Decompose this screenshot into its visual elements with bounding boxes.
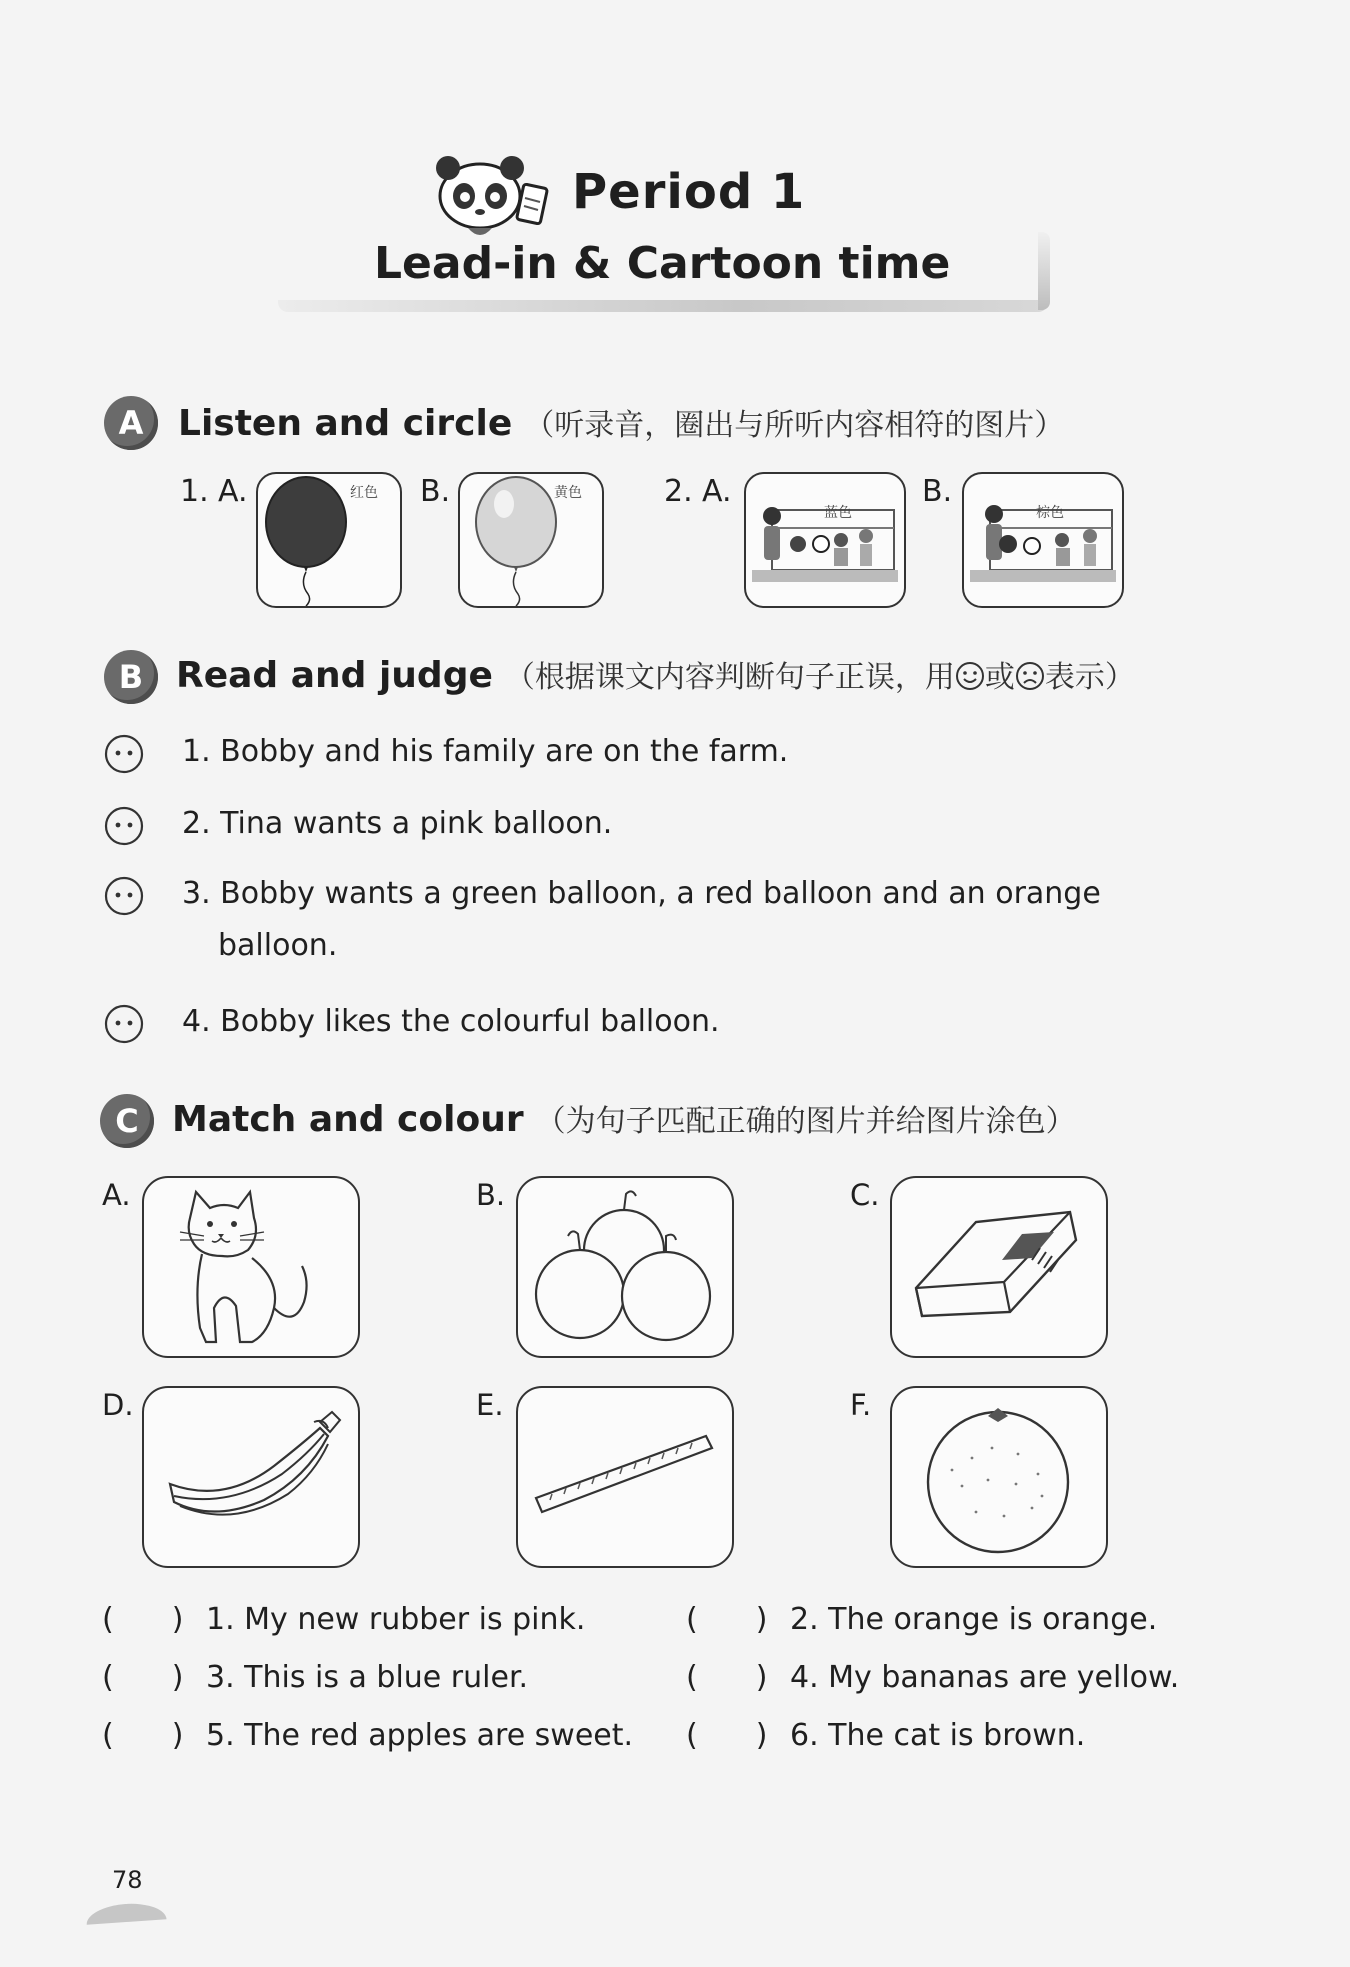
sentence-1: 1. My new rubber is pink. [206, 1602, 586, 1637]
paren-open: ( [686, 1718, 698, 1753]
picture-c-box[interactable] [890, 1176, 1108, 1358]
paren-open: ( [686, 1660, 698, 1695]
section-c-instruction: （为句子匹配正确的图片并给图片涂色） [535, 1104, 1076, 1139]
paren-close: ) [755, 1602, 768, 1637]
paren-close: ) [171, 1718, 184, 1753]
orange-icon [892, 1388, 1106, 1566]
statement-4: 4. Bobby likes the colourful balloon. [182, 1004, 720, 1039]
item-2-option-b-picture[interactable] [962, 472, 1124, 608]
paren-open: ( [686, 1602, 698, 1637]
section-c-title: Match and colour [172, 1099, 524, 1140]
sentence-3: 3. This is a blue ruler. [206, 1660, 529, 1695]
answer-blank-5[interactable] [102, 1718, 183, 1753]
sentence-2: 2. The orange is orange. [790, 1602, 1158, 1637]
item-2-option-a-picture[interactable] [744, 472, 906, 608]
picture-e-letter: E. [476, 1388, 504, 1422]
section-b-title: Read and judge [176, 655, 493, 696]
panda-mascot-icon [428, 152, 552, 242]
section-a-heading [178, 400, 1064, 444]
lesson-subtitle: Lead-in & Cartoon time [374, 238, 951, 289]
answer-face-icon[interactable] [104, 734, 144, 774]
section-c-badge: C [100, 1094, 154, 1148]
section-a-title: Listen and circle [178, 403, 513, 444]
paren-close: ) [755, 1660, 768, 1695]
apples-icon [518, 1178, 732, 1356]
item-2-option-b-tag: 棕色 [1036, 505, 1064, 521]
picture-b-letter: B. [476, 1178, 506, 1212]
paren-close: ) [171, 1660, 184, 1695]
statement-3: 3. Bobby wants a green balloon, a red balloon and an orange [182, 876, 1101, 911]
answer-blank-4[interactable] [686, 1660, 767, 1695]
ruler-icon [518, 1388, 732, 1566]
item-2-option-a-label: A. [702, 474, 732, 509]
item-2-option-b-label: B. [922, 474, 953, 509]
paren-close: ) [755, 1718, 768, 1753]
picture-c-letter: C. [850, 1178, 880, 1212]
red-balloon-icon [258, 474, 400, 606]
toy-shop-scene-icon [964, 474, 1122, 606]
item-1-option-b-picture[interactable] [458, 472, 604, 608]
period-title: Period 1 [572, 164, 806, 220]
section-b-note-before: （根据课文内容判断句子正误，用 [504, 660, 955, 695]
picture-a-box[interactable] [142, 1176, 360, 1358]
paren-open: ( [102, 1602, 114, 1637]
item-1-option-a-tag: 红色 [350, 485, 378, 501]
picture-a-letter: A. [102, 1178, 131, 1212]
sentence-4: 4. My bananas are yellow. [790, 1660, 1180, 1695]
section-a-instruction: （听录音，圈出与所听内容相符的图片） [524, 408, 1065, 443]
sad-face-icon [1015, 661, 1045, 691]
picture-d-letter: D. [102, 1388, 134, 1422]
answer-blank-2[interactable] [686, 1602, 767, 1637]
answer-face-icon[interactable] [104, 806, 144, 846]
toy-shop-scene-icon [746, 474, 904, 606]
paren-open: ( [102, 1660, 114, 1695]
section-b-note-mid: 或 [984, 660, 1015, 695]
picture-f-letter: F. [850, 1388, 872, 1422]
statement-2: 2. Tina wants a pink balloon. [182, 806, 613, 841]
page-number-swoosh [85, 1901, 166, 1925]
section-a-badge: A [104, 396, 158, 450]
item-2-option-a-tag: 蓝色 [824, 505, 852, 521]
section-b-badge: B [104, 650, 158, 704]
section-c-heading [172, 1096, 1076, 1140]
answer-face-icon[interactable] [104, 876, 144, 916]
picture-e-box[interactable] [516, 1386, 734, 1568]
sentence-5: 5. The red apples are sweet. [206, 1718, 634, 1753]
bananas-icon [144, 1388, 358, 1566]
answer-face-icon[interactable] [104, 1004, 144, 1044]
paren-open: ( [102, 1718, 114, 1753]
title-underline [278, 300, 1048, 312]
item-2-number: 2. [664, 474, 693, 509]
rubber-icon [892, 1178, 1106, 1356]
answer-blank-6[interactable] [686, 1718, 767, 1753]
section-b-note-after: 表示） [1044, 660, 1135, 695]
picture-d-box[interactable] [142, 1386, 360, 1568]
picture-f-box[interactable] [890, 1386, 1108, 1568]
smiley-face-icon [955, 661, 985, 691]
statement-1: 1. Bobby and his family are on the farm. [182, 734, 789, 769]
title-side-bar [1038, 232, 1050, 310]
item-1-option-b-tag: 黄色 [554, 485, 582, 501]
picture-b-box[interactable] [516, 1176, 734, 1358]
section-b-heading [176, 652, 1135, 696]
sentence-6: 6. The cat is brown. [790, 1718, 1086, 1753]
page-number: 78 [112, 1866, 143, 1894]
statement-3-continued: balloon. [218, 928, 338, 963]
item-1-option-a-picture[interactable] [256, 472, 402, 608]
item-1-number: 1. [180, 474, 209, 509]
cat-icon [144, 1178, 358, 1356]
paren-close: ) [171, 1602, 184, 1637]
answer-blank-1[interactable] [102, 1602, 183, 1637]
item-1-option-b-label: B. [420, 474, 451, 509]
answer-blank-3[interactable] [102, 1660, 183, 1695]
item-1-option-a-label: A. [218, 474, 248, 509]
section-b-instruction [505, 660, 1135, 695]
